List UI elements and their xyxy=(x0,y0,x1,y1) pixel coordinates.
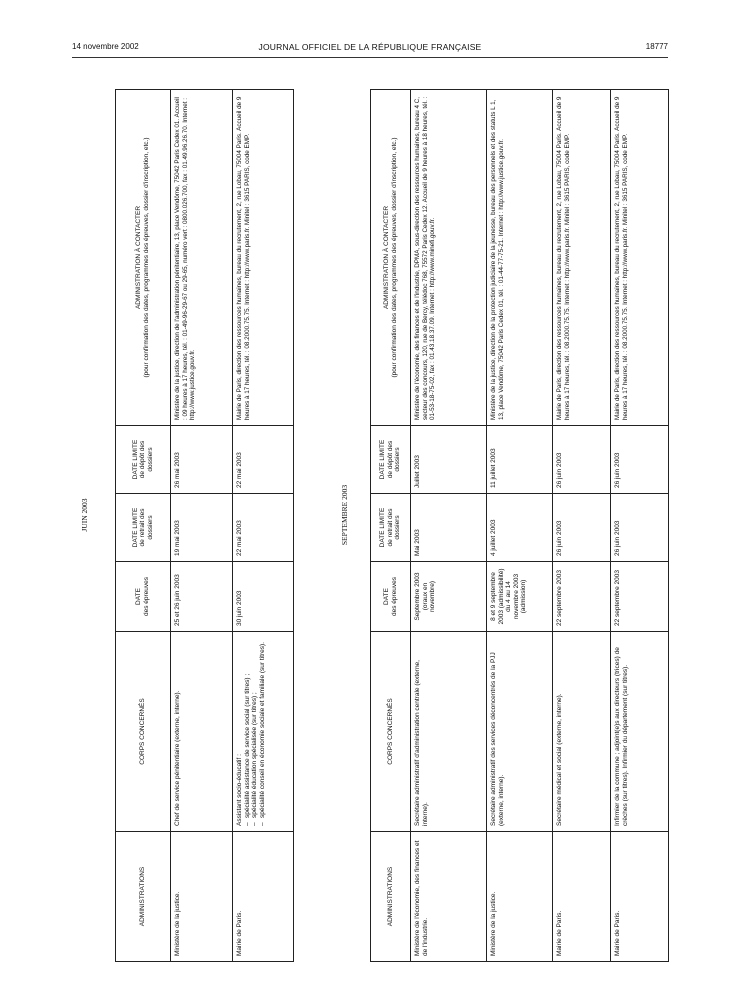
cell-retrait: 4 juillet 2003 xyxy=(487,494,553,562)
list-item: – spécialité assistance de service social (sur titres) ; xyxy=(244,637,252,818)
cell-corps xyxy=(233,632,294,832)
page-number: 18777 xyxy=(645,42,668,51)
table-row xyxy=(171,90,233,962)
list-item: – spécialité conseil en économie sociale et familiale (sur titres). xyxy=(259,637,267,818)
cell-retrait: Mai 2003 xyxy=(411,494,487,562)
cell-depot: 22 mai 2003 xyxy=(233,426,294,494)
cell-admin: Ministère de la justice. xyxy=(171,832,233,962)
cell-corps: Infirmier de la commune ; adjoint(e)s aux directeurs (trices) de crèches (sur titres). Infirmier du département (sur titres). xyxy=(611,632,669,832)
corps-intro: Assistant socio-éducatif : xyxy=(236,754,243,826)
cell-contact: Ministère de la justice, direction de la protection judiciaire de la jeunesse, bureau des personnels et des statuts L 1, 13, place Vendôme, 75042 Paris Cedex 01, tél. : 01-44-77-75-21. Internet : http://www.justice.gouv.fr. xyxy=(487,90,553,426)
cell-corps: Secrétaire administratif des services déconcentrés de la PJJ (externe, interne). xyxy=(487,632,553,832)
list-item: – spécialité éducation spécialisée (sur titres) ; xyxy=(251,637,259,818)
table-row xyxy=(553,90,611,962)
cell-corps: Secrétaire administratif d'administration centrale (externe, interne). xyxy=(411,632,487,832)
col-depot-header: DATE LIMITE de dépôt des dossiers xyxy=(371,426,411,494)
cell-admin: Ministère de la justice. xyxy=(487,832,553,962)
page-header xyxy=(72,42,668,54)
cell-corps: Chef de service pénitentiaire (externe, interne). xyxy=(171,632,233,832)
col-contact-header: ADMINISTRATION À CONTACTER (pour confirmation des dates, programmes des épreuves, dossier d'inscription, etc.) xyxy=(371,90,411,426)
section-title-juin: JUIN 2003 xyxy=(80,498,89,532)
col-retrait-header: DATE LIMITE de retrait des dossiers xyxy=(116,494,171,562)
cell-epreuves xyxy=(487,562,553,632)
table-row xyxy=(233,90,294,962)
header-rule xyxy=(72,57,668,58)
cell-admin: Mairie de Paris. xyxy=(233,832,294,962)
cell-corps: Secrétaire médical et social (externe, interne). xyxy=(553,632,611,832)
cell-contact: Ministère de l'économie, des finances et de l'industrie, DPMA, sous-direction des ressources humaines, bureau 4 C, secteur des concours, 120, rue de Bercy, télédoc 768, 75572 Paris Cedex 12. Accueil de 9 heures à 18 heures, tél. : 01-53-18-75-02, fax : 01.43.18.37.09. Internet : http://www.minefi.gouv.fr. xyxy=(411,90,487,426)
cell-depot: 26 juin 2003 xyxy=(611,426,669,494)
epreuves-admission: du 4 au 14 novembre 2003 (admission) xyxy=(505,573,528,620)
col-epreuves-header: DATE des épreuves xyxy=(116,562,171,632)
table-header-row xyxy=(371,90,411,962)
epreuves-admissibilite: 8 et 9 septembre 2003 (admissibilité) xyxy=(490,568,505,625)
cell-depot: Juillet 2003 xyxy=(411,426,487,494)
cell-depot: 26 mai 2003 xyxy=(171,426,233,494)
cell-retrait: 26 juin 2003 xyxy=(611,494,669,562)
cell-depot: 11 juillet 2003 xyxy=(487,426,553,494)
cell-contact: Mairie de Paris, direction des ressources humaines, bureau du recrutement, 2, rue Lobau, 75004 Paris. Accueil de 9 heures à 17 heures, tél. : 08.2000.75.75. Internet : http://www.paris.fr. Minitel : 3615 PARIS, code EMP. xyxy=(611,90,669,426)
col-admin-header: ADMINISTRATIONS xyxy=(116,832,171,962)
journal-title: JOURNAL OFFICIEL DE LA RÉPUBLIQUE FRANÇAISE xyxy=(258,42,482,52)
col-retrait-header: DATE LIMITE de retrait des dossiers xyxy=(371,494,411,562)
cell-admin: Mairie de Paris. xyxy=(611,832,669,962)
cell-epreuves: Septembre 2003 (oraux en novembre) xyxy=(411,562,487,632)
table-row xyxy=(487,90,553,962)
table-header-row xyxy=(116,90,171,962)
cell-retrait: 22 mai 2003 xyxy=(233,494,294,562)
col-depot-header: DATE LIMITE de dépôt des dossiers xyxy=(116,426,171,494)
table-juin xyxy=(115,89,294,962)
col-admin-header: ADMINISTRATIONS xyxy=(371,832,411,962)
corps-list xyxy=(244,637,267,826)
col-contact-header: ADMINISTRATION À CONTACTER (pour confirmation des dates, programmes des épreuves, dossier d'inscription, etc.) xyxy=(116,90,171,426)
col-epreuves-header: DATE des épreuves xyxy=(371,562,411,632)
cell-epreuves: 30 juin 2003 xyxy=(233,562,294,632)
section-title-septembre: SEPTEMBRE 2003 xyxy=(340,484,349,546)
cell-contact: Mairie de Paris, direction des ressources humaines, bureau du recrutement, 2, rue Lobau, 75004 Paris. Accueil de 9 heures à 17 heures, tél. : 08.2000.75.75. Internet : http://www.paris.fr. Minitel : 3615 PARIS, code EMP. xyxy=(233,90,294,426)
cell-contact: Mairie de Paris, direction des ressources humaines, bureau du recrutement, 2, rue Lobau, 75004 Paris. Accueil de 9 heures à 17 heures, tél. : 08.2000.75.75. Internet : http://www.paris.fr. Minitel : 3615 PARIS, code EMP. xyxy=(553,90,611,426)
cell-depot: 26 juin 2003 xyxy=(553,426,611,494)
cell-admin: Mairie de Paris. xyxy=(553,832,611,962)
cell-retrait: 26 juin 2003 xyxy=(553,494,611,562)
table-septembre-wrapper xyxy=(370,90,668,962)
cell-epreuves: 22 septembre 2003 xyxy=(553,562,611,632)
table-row xyxy=(611,90,669,962)
cell-admin: Ministère de l'économie, des finances et de l'industrie. xyxy=(411,832,487,962)
col-corps-header: CORPS CONCERNÉS xyxy=(371,632,411,832)
cell-retrait: 19 mai 2003 xyxy=(171,494,233,562)
cell-contact: Ministère de la justice, direction de l'administration pénitentiaire, 13, place Vendôme, 75042 Paris Cedex 01. Accueil : 09 heures à 17 heures, tél. : 01-49-96-29-67 ou 29-65, numéro vert : 0800.026.700, fax : 01.49.96.26.70. Internet : http://www.justice.gouv.fr. xyxy=(171,90,233,426)
table-septembre xyxy=(370,89,669,962)
col-corps-header: CORPS CONCERNÉS xyxy=(116,632,171,832)
table-row xyxy=(411,90,487,962)
table-juin-wrapper xyxy=(115,90,293,962)
cell-epreuves: 22 septembre 2003 xyxy=(611,562,669,632)
cell-epreuves: 25 et 26 juin 2003 xyxy=(171,562,233,632)
issue-date: 14 novembre 2002 xyxy=(72,42,139,51)
